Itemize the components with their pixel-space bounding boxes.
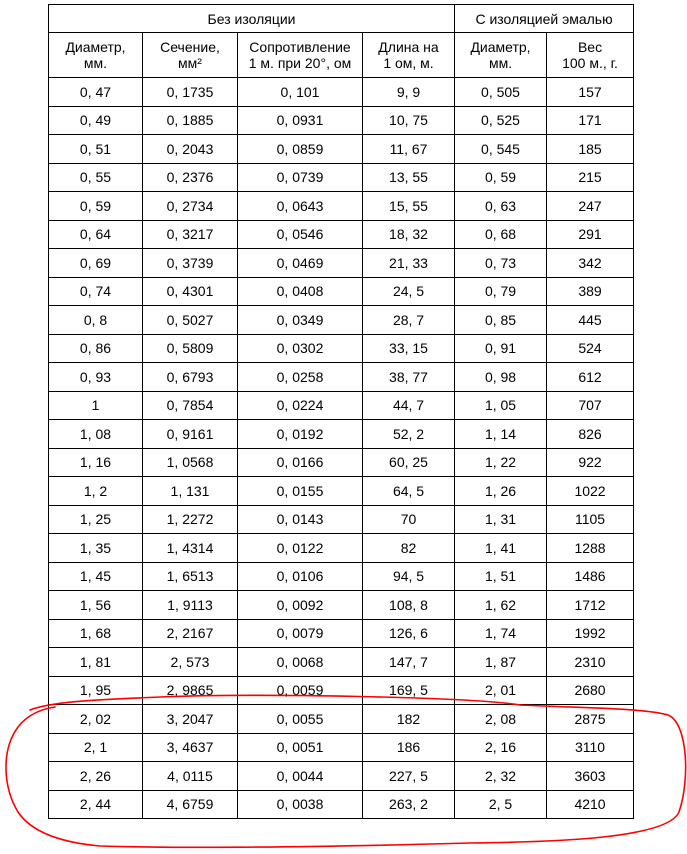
cell-weight: 185 [547,135,634,164]
cell-resistance: 0, 0038 [238,790,363,819]
cell-resistance: 0, 0643 [238,192,363,221]
cell-weight: 2875 [547,705,634,734]
cell-length: 60, 25 [363,448,455,477]
cell-enamel-diameter: 0, 85 [455,306,547,335]
header-diameter: Диаметр, мм. [49,33,143,78]
cell-enamel-diameter: 2, 32 [455,762,547,791]
cell-diameter: 1, 45 [49,562,143,591]
cell-length: 94, 5 [363,562,455,591]
cell-resistance: 0, 0931 [238,106,363,135]
cell-enamel-diameter: 0, 63 [455,192,547,221]
cell-enamel-diameter: 0, 68 [455,220,547,249]
cell-section: 0, 1735 [143,78,238,107]
table-row [49,78,634,107]
cell-resistance: 0, 0059 [238,676,363,705]
cell-section: 0, 2043 [143,135,238,164]
cell-weight: 524 [547,334,634,363]
cell-length: 227, 5 [363,762,455,791]
cell-section: 1, 4314 [143,534,238,563]
cell-diameter: 1, 16 [49,448,143,477]
cell-enamel-diameter: 1, 31 [455,505,547,534]
cell-diameter: 0, 47 [49,78,143,107]
cell-resistance: 0, 0224 [238,391,363,420]
cell-resistance: 0, 0192 [238,420,363,449]
cell-length: 44, 7 [363,391,455,420]
cell-enamel-diameter: 1, 51 [455,562,547,591]
cell-diameter: 1, 68 [49,619,143,648]
cell-enamel-diameter: 0, 98 [455,363,547,392]
table-row [49,733,634,762]
wire-table [48,4,634,819]
cell-length: 13, 55 [363,163,455,192]
cell-section: 0, 1885 [143,106,238,135]
table-row [49,334,634,363]
header-weight: Вес 100 м., г. [547,33,634,78]
cell-length: 126, 6 [363,619,455,648]
cell-weight: 2680 [547,676,634,705]
cell-enamel-diameter: 1, 74 [455,619,547,648]
cell-section: 1, 2272 [143,505,238,534]
cell-enamel-diameter: 2, 08 [455,705,547,734]
cell-resistance: 0, 0055 [238,705,363,734]
cell-resistance: 0, 0739 [238,163,363,192]
cell-enamel-diameter: 2, 5 [455,790,547,819]
cell-length: 21, 33 [363,249,455,278]
table-row [49,249,634,278]
table-row [49,192,634,221]
cell-weight: 1486 [547,562,634,591]
cell-enamel-diameter: 1, 26 [455,477,547,506]
cell-resistance: 0, 0349 [238,306,363,335]
cell-weight: 445 [547,306,634,335]
cell-diameter: 1 [49,391,143,420]
cell-diameter: 2, 02 [49,705,143,734]
header-resistance: Сопротивление 1 м. при 20°, ом [238,33,363,78]
cell-weight: 215 [547,163,634,192]
cell-section: 4, 0115 [143,762,238,791]
cell-resistance: 0, 0092 [238,591,363,620]
cell-resistance: 0, 0546 [238,220,363,249]
cell-weight: 342 [547,249,634,278]
table-row [49,363,634,392]
cell-diameter: 1, 95 [49,676,143,705]
cell-section: 0, 5027 [143,306,238,335]
cell-resistance: 0, 0408 [238,277,363,306]
cell-weight: 707 [547,391,634,420]
cell-weight: 2310 [547,648,634,677]
table-row [49,762,634,791]
cell-weight: 922 [547,448,634,477]
cell-resistance: 0, 0122 [238,534,363,563]
cell-resistance: 0, 0044 [238,762,363,791]
cell-weight: 4210 [547,790,634,819]
cell-weight: 1992 [547,619,634,648]
group-header-enamel: С изоляцией эмалью [455,5,634,33]
table-row [49,391,634,420]
cell-resistance: 0, 0068 [238,648,363,677]
cell-diameter: 2, 1 [49,733,143,762]
cell-diameter: 1, 81 [49,648,143,677]
cell-weight: 1712 [547,591,634,620]
column-header-row [49,33,634,78]
table-row [49,106,634,135]
cell-diameter: 0, 49 [49,106,143,135]
cell-resistance: 0, 0258 [238,363,363,392]
cell-enamel-diameter: 0, 525 [455,106,547,135]
cell-length: 52, 2 [363,420,455,449]
table-row [49,619,634,648]
cell-length: 82 [363,534,455,563]
cell-section: 1, 0568 [143,448,238,477]
cell-weight: 157 [547,78,634,107]
cell-section: 0, 6793 [143,363,238,392]
cell-section: 2, 9865 [143,676,238,705]
cell-enamel-diameter: 1, 05 [455,391,547,420]
table-row [49,420,634,449]
cell-weight: 247 [547,192,634,221]
cell-weight: 612 [547,363,634,392]
header-enamel-diameter: Диаметр, мм. [455,33,547,78]
cell-diameter: 1, 08 [49,420,143,449]
cell-diameter: 0, 55 [49,163,143,192]
table-row [49,648,634,677]
cell-diameter: 2, 26 [49,762,143,791]
cell-section: 0, 5809 [143,334,238,363]
cell-enamel-diameter: 0, 505 [455,78,547,107]
cell-weight: 1022 [547,477,634,506]
cell-length: 28, 7 [363,306,455,335]
cell-enamel-diameter: 1, 62 [455,591,547,620]
cell-section: 1, 6513 [143,562,238,591]
cell-enamel-diameter: 0, 91 [455,334,547,363]
cell-section: 3, 2047 [143,705,238,734]
cell-resistance: 0, 101 [238,78,363,107]
cell-section: 1, 9113 [143,591,238,620]
cell-length: 18, 32 [363,220,455,249]
cell-length: 64, 5 [363,477,455,506]
cell-resistance: 0, 0106 [238,562,363,591]
cell-diameter: 0, 51 [49,135,143,164]
header-section: Сечение, мм² [143,33,238,78]
cell-length: 24, 5 [363,277,455,306]
cell-section: 0, 2734 [143,192,238,221]
cell-section: 3, 4637 [143,733,238,762]
cell-diameter: 0, 64 [49,220,143,249]
header-length: Длина на 1 ом, м. [363,33,455,78]
cell-section: 0, 4301 [143,277,238,306]
cell-length: 33, 15 [363,334,455,363]
cell-diameter: 0, 69 [49,249,143,278]
cell-diameter: 1, 2 [49,477,143,506]
cell-length: 169, 5 [363,676,455,705]
cell-enamel-diameter: 1, 14 [455,420,547,449]
cell-length: 15, 55 [363,192,455,221]
cell-section: 0, 3739 [143,249,238,278]
cell-diameter: 1, 35 [49,534,143,563]
table-row [49,163,634,192]
table-row [49,676,634,705]
cell-length: 70 [363,505,455,534]
cell-weight: 389 [547,277,634,306]
table-row [49,277,634,306]
cell-enamel-diameter: 1, 87 [455,648,547,677]
table-row [49,448,634,477]
cell-length: 9, 9 [363,78,455,107]
cell-diameter: 0, 59 [49,192,143,221]
cell-section: 0, 2376 [143,163,238,192]
cell-section: 1, 131 [143,477,238,506]
cell-enamel-diameter: 0, 545 [455,135,547,164]
cell-enamel-diameter: 0, 59 [455,163,547,192]
table-row [49,790,634,819]
cell-diameter: 0, 8 [49,306,143,335]
cell-enamel-diameter: 2, 16 [455,733,547,762]
cell-resistance: 0, 0143 [238,505,363,534]
cell-diameter: 0, 86 [49,334,143,363]
cell-weight: 826 [547,420,634,449]
cell-length: 10, 75 [363,106,455,135]
cell-resistance: 0, 0166 [238,448,363,477]
table-row [49,562,634,591]
table-body [49,78,634,819]
cell-resistance: 0, 0469 [238,249,363,278]
cell-weight: 171 [547,106,634,135]
cell-section: 2, 573 [143,648,238,677]
table-row [49,505,634,534]
group-header-row [49,5,634,33]
cell-length: 108, 8 [363,591,455,620]
cell-resistance: 0, 0155 [238,477,363,506]
cell-resistance: 0, 0859 [238,135,363,164]
cell-section: 0, 3217 [143,220,238,249]
cell-weight: 3110 [547,733,634,762]
table-row [49,591,634,620]
cell-resistance: 0, 0079 [238,619,363,648]
cell-enamel-diameter: 1, 22 [455,448,547,477]
cell-length: 38, 77 [363,363,455,392]
cell-enamel-diameter: 2, 01 [455,676,547,705]
cell-diameter: 0, 93 [49,363,143,392]
cell-section: 4, 6759 [143,790,238,819]
cell-weight: 291 [547,220,634,249]
cell-resistance: 0, 0302 [238,334,363,363]
cell-section: 0, 7854 [143,391,238,420]
cell-length: 182 [363,705,455,734]
cell-diameter: 0, 74 [49,277,143,306]
cell-section: 0, 9161 [143,420,238,449]
cell-length: 147, 7 [363,648,455,677]
cell-weight: 1105 [547,505,634,534]
table-row [49,477,634,506]
cell-diameter: 1, 25 [49,505,143,534]
cell-resistance: 0, 0051 [238,733,363,762]
cell-weight: 1288 [547,534,634,563]
cell-length: 11, 67 [363,135,455,164]
cell-enamel-diameter: 0, 73 [455,249,547,278]
cell-diameter: 1, 56 [49,591,143,620]
cell-length: 186 [363,733,455,762]
table-row [49,705,634,734]
cell-enamel-diameter: 1, 41 [455,534,547,563]
cell-diameter: 2, 44 [49,790,143,819]
table-row [49,220,634,249]
cell-length: 263, 2 [363,790,455,819]
table-row [49,534,634,563]
table-row [49,306,634,335]
table-row [49,135,634,164]
cell-enamel-diameter: 0, 79 [455,277,547,306]
cell-weight: 3603 [547,762,634,791]
group-header-bare: Без изоляции [49,5,455,33]
cell-section: 2, 2167 [143,619,238,648]
